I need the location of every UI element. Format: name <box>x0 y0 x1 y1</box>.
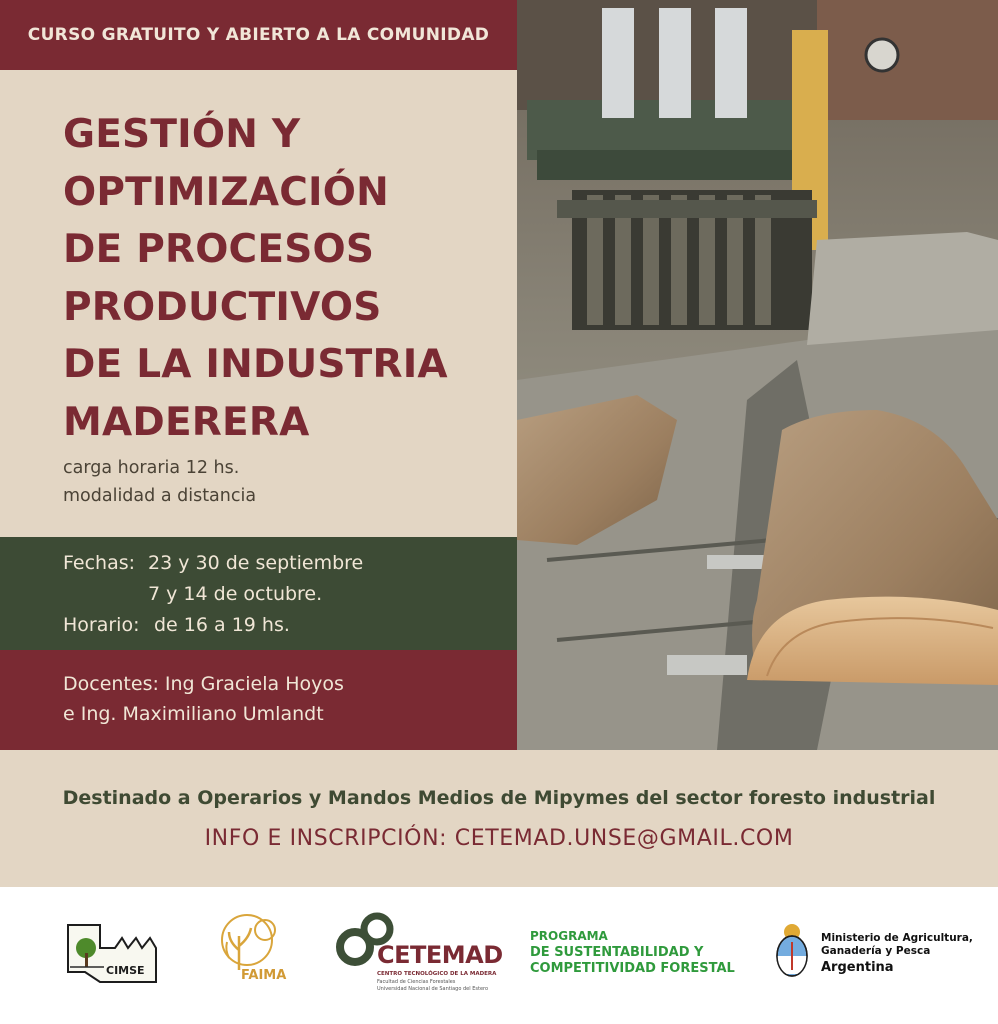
cetemad-university: Universidad Nacional de Santiago del Estero <box>377 986 489 992</box>
title-line: DE PROCESOS <box>63 227 375 272</box>
ministerio-logo <box>773 922 973 982</box>
teachers-band <box>0 650 517 750</box>
time-label: Horario: <box>63 614 140 636</box>
tagline: CURSO GRATUITO Y ABIERTO A LA COMUNIDAD <box>27 25 490 45</box>
title-line: OPTIMIZACIÓN <box>63 169 389 215</box>
cimse-logo <box>60 920 160 990</box>
dates-line-1: 23 y 30 de septiembre <box>148 552 364 574</box>
title-line: DE LA INDUSTRIA <box>63 342 448 387</box>
ministerio-line-1: Ministerio de Agricultura, <box>821 932 973 944</box>
top-banner <box>0 0 517 70</box>
dates-line-2: 7 y 14 de octubre. <box>148 583 323 605</box>
logo-strip <box>0 887 998 1024</box>
course-mode: modalidad a distancia <box>63 486 257 506</box>
faima-logo <box>215 912 305 997</box>
info-strip <box>0 750 998 887</box>
teachers-line-1: Docentes: Ing Graciela Hoyos <box>63 673 344 695</box>
programa-line-1: PROGRAMA <box>530 929 608 943</box>
cetemad-label: CETEMAD <box>377 941 503 969</box>
programa-logo <box>530 929 760 979</box>
sawmill-illustration <box>517 0 998 750</box>
course-title <box>63 106 503 451</box>
dates-label: Fechas: <box>63 552 136 574</box>
title-line: MADERERA <box>63 399 310 445</box>
audience-text: Destinado a Operarios y Mandos Medios de Mipymes del sector foresto industrial <box>62 787 936 809</box>
argentina-coat-of-arms-icon <box>773 922 811 980</box>
cetemad-faculty: Facultad de Ciencias Forestales <box>377 979 456 985</box>
teachers-line-2: e Ing. Maximiliano Umlandt <box>63 703 324 725</box>
time-value: de 16 a 19 hs. <box>154 614 290 636</box>
cimse-emblem-icon <box>60 920 160 990</box>
cetemad-subtitle: CENTRO TECNOLÓGICO DE LA MADERA <box>377 971 497 977</box>
title-line: GESTIÓN Y <box>63 112 301 157</box>
contact-email[interactable]: INFO E INSCRIPCIÓN: CETEMAD.UNSE@GMAIL.COM <box>204 826 794 851</box>
ministerio-line-2: Ganadería y Pesca <box>821 945 931 957</box>
course-hours: carga horaria 12 hs. <box>63 458 240 478</box>
title-line: PRODUCTIVOS <box>63 284 382 330</box>
schedule-band <box>0 537 517 650</box>
faima-label: FAIMA <box>241 968 287 983</box>
cetemad-logo <box>335 911 503 1006</box>
sawmill-photo <box>517 0 998 750</box>
programa-line-3: COMPETITIVIDAD FORESTAL <box>530 961 735 976</box>
cimse-label: CIMSE <box>106 964 145 977</box>
programa-line-2: DE SUSTENTABILIDAD Y <box>530 945 704 960</box>
ministerio-line-3: Argentina <box>821 960 894 975</box>
title-block <box>0 70 517 537</box>
